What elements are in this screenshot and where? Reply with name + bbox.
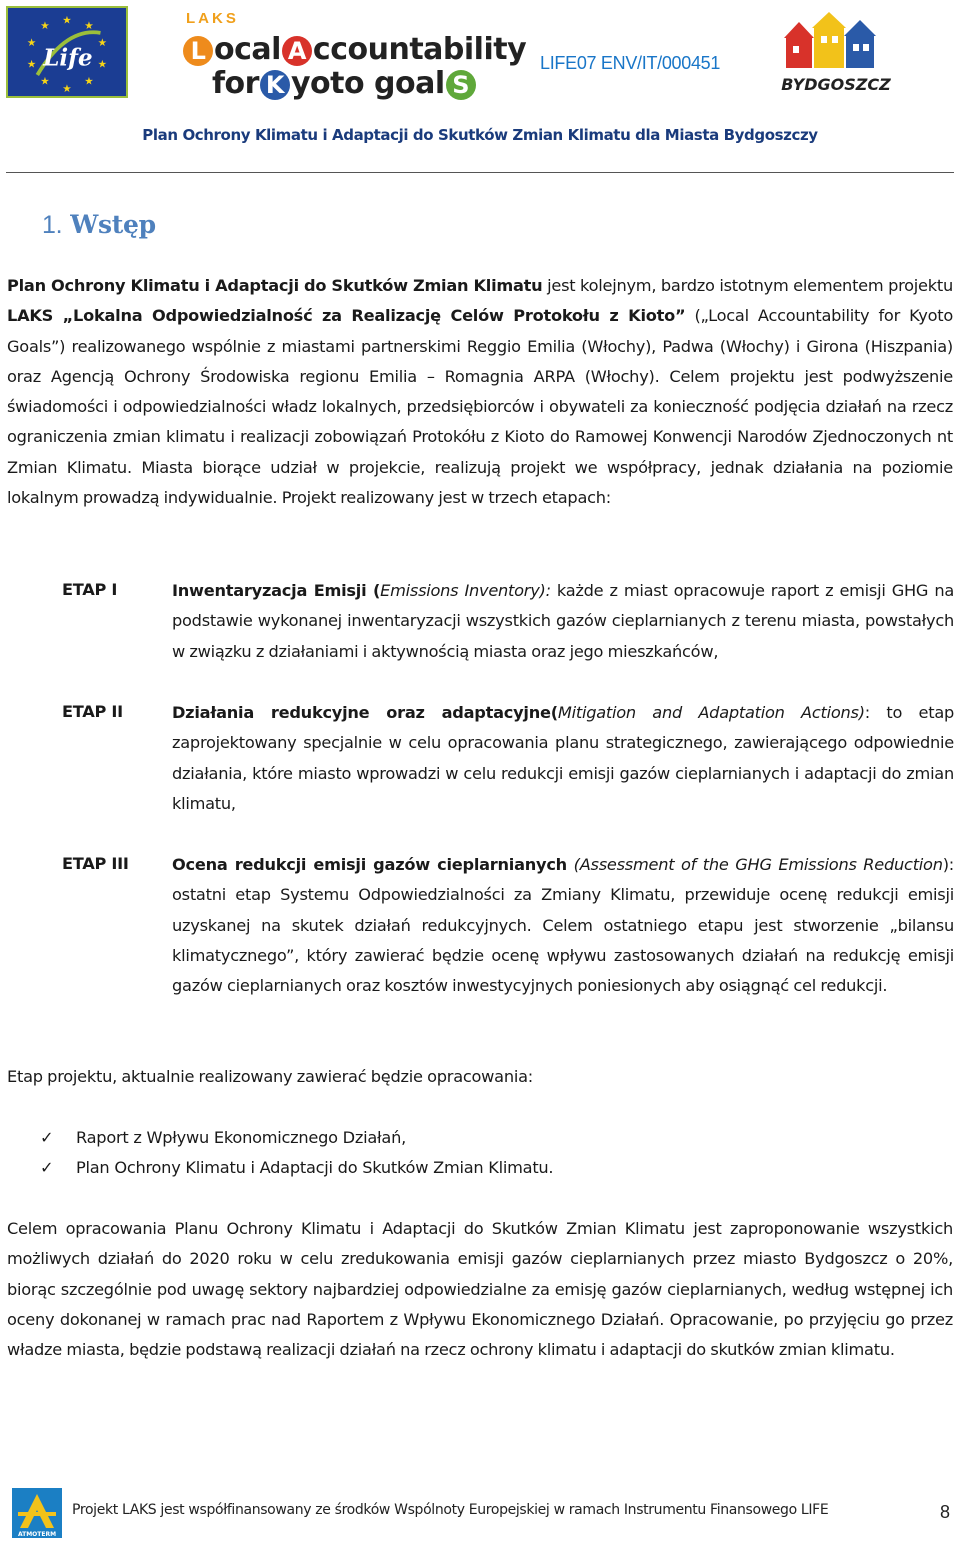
eu-stars-icon [8,8,126,96]
svg-text:★: ★ [40,20,50,33]
logo-letter-disc: L [183,36,213,66]
intro-text-2: („Local Accountability for Kyoto Goals”) realizowanego wspólnie z miastami partnerskimi Reggio Emilia (Włochy), Padwa (Włochy) i Girona (Hiszpania) oraz Agencją Ochrony Środowiska regionu Emilia – Romagnia ARPA (Włochy). Celem projektu jest podwyższenie świadomości i odpowiedzialności władz lokalnych, przedsiębiorców i obywateli za konieczność podjęcia działań na rzecz ograniczenia zmian klimatu i realizacji zobowiązań Protokółu z Kioto do Ramowej Konwencji Narodów Zjednoczonych nt Zmian Klimatu. Miasta biorące udział w projekcie, realizują projekt we współpracy, jednak działania na poziomie lokalnym prowadzą indywidualnie. Projekt realizowany jest w trzech etapach: [7,306,953,508]
laks-small-label: LAKS [186,10,239,27]
svg-text:★: ★ [97,37,108,50]
etap-italic: Mitigation and Adaptation Actions) [557,703,865,722]
etap-text: każde z miast opracowuje raport z emisji GHG na podstawie wykonanej inwentaryzacji wszystkich gazów cieplarnianych z terenu miasta, powstałych w związku z działaniami i aktywnością miasta oraz jego mieszkańców, [172,581,954,661]
laks-logo [182,8,527,104]
intro-bold-1: Plan Ochrony Klimatu i Adaptacji do Skutków Zmian Klimatu [7,276,543,295]
svg-text:★: ★ [26,37,37,50]
logo-word: ccountability [312,32,527,67]
city-logo-text: BYDGOSZCZ [781,75,891,94]
section-title: Wstęp [70,210,156,239]
logo-letter-disc: A [282,36,312,66]
page-number: 8 [940,1502,951,1522]
svg-text:★: ★ [40,75,50,88]
svg-text:★: ★ [84,20,94,33]
atmoterm-logo-icon [12,1488,62,1538]
section-heading [42,210,156,240]
logo-letter-disc: K [260,70,290,100]
life-logo [6,6,128,98]
logo-word: yoto goal [290,66,445,101]
logo-word: for [212,66,259,101]
etap-description [172,850,954,1001]
etap-label: ETAP III [62,854,129,873]
etap-bold: Działania redukcyjne oraz adaptacyjne( [172,703,558,722]
header-divider [6,172,954,173]
intro-bold-2: LAKS „Lokalna Odpowiedzialność za Realizację Celów Protokołu z Kioto” [7,306,686,326]
checkmark-icon: ✓ [40,1158,54,1178]
city-houses-icon [766,8,906,100]
etap-text: : to etap zaprojektowany specjalnie w celu opracowania planu strategicznego, zawierającego odpowiednie działania, które miasto wprowadzi w celu redukcji emisji gazów cieplarnianych i adaptacji do zmian klimatu, [172,703,955,813]
list-item-text: Plan Ochrony Klimatu i Adaptacji do Skutków Zmian Klimatu. [76,1158,554,1178]
final-paragraph: Celem opracowania Planu Ochrony Klimatu i Adaptacji do Skutków Zmian Klimatu jest zaproponowanie wszystkich możliwych działań do 2020 roku w celu zredukowania emisji gazów cieplarnianych przez miasto Bydgoszcz o 20%, biorąc szczególnie pod uwagę sektory najbardziej odpowiedzialne za emisję gazów cieplarnianych, według wstępnej ich oceny dokonanej w ramach prac nad Raportem z Wpływu Ekonomicznego Działań. Opracowanie, po przyjęciu go przez władze miasta, będzie podstawą realizacji działań na rzecz ochrony klimatu i adaptacji do skutków zmian klimatu. [7,1219,953,1360]
svg-text:★: ★ [62,83,72,96]
etap-italic: (Assessment of the GHG Emissions Reduction [566,855,943,874]
laks-logo-line-1 [182,32,526,67]
list-item [40,1153,553,1183]
etap-bold: Ocena redukcji emisji gazów cieplarnianych [172,855,567,874]
logo-letter-disc: S [446,70,476,100]
intro-paragraph [7,271,953,513]
intro-text-1: jest kolejnym, bardzo istotnym elementem projektu [542,276,953,295]
deliverables-checklist [40,1123,553,1184]
etap-description [172,698,954,819]
bydgoszcz-logo [766,8,906,100]
etap-text: ): ostatni etap Systemu Odpowiedzialności za Zmiany Klimatu, przewiduje ocenę redukcji emisji uzyskanej na skutek działań redukcyjnych. Celem ostatniego etapu jest stworzenie „bilansu klimatycznego”, który zawierać będzie ocenę wpływu zastosowanych działań na redukcję emisji gazów cieplarnianych oraz kosztów inwestycyjnych poniesionych aby osiągnąć cel redukcji. [172,855,954,996]
etap-label: ETAP I [62,580,118,599]
svg-text:★: ★ [97,58,108,71]
logo-word: ocal [214,32,281,67]
project-code: LIFE07 ENV/IT/000451 [540,53,721,73]
etap-label: ETAP II [62,702,123,721]
footer-text: Projekt LAKS jest współfinansowany ze środków Wspólnoty Europejskiej w ramach Instrumentu Finansowego LIFE [72,1502,829,1518]
atmoterm-logo-text: ATMOTERM [17,1531,57,1538]
svg-text:★: ★ [62,14,72,27]
etap-description [172,576,954,667]
list-item-text: Raport z Wpływu Ekonomicznego Działań, [76,1128,406,1147]
checkmark-icon: ✓ [40,1128,54,1147]
etap-intro-paragraph: Etap projektu, aktualnie realizowany zawierać będzie opracowania: [7,1067,533,1086]
document-header-title: Plan Ochrony Klimatu i Adaptacji do Skutków Zmian Klimatu dla Miasta Bydgoszczy [142,126,818,144]
svg-text:★: ★ [26,58,37,71]
etap-italic: Emissions Inventory): [380,581,551,600]
life-logo-text: Life [43,44,93,72]
etap-bold: Inwentaryzacja Emisji ( [172,581,381,600]
svg-text:★: ★ [84,75,94,88]
list-item [40,1123,553,1153]
laks-logo-line-2 [212,66,477,101]
section-number: 1. [42,211,63,239]
atmoterm-logo [12,1488,62,1538]
